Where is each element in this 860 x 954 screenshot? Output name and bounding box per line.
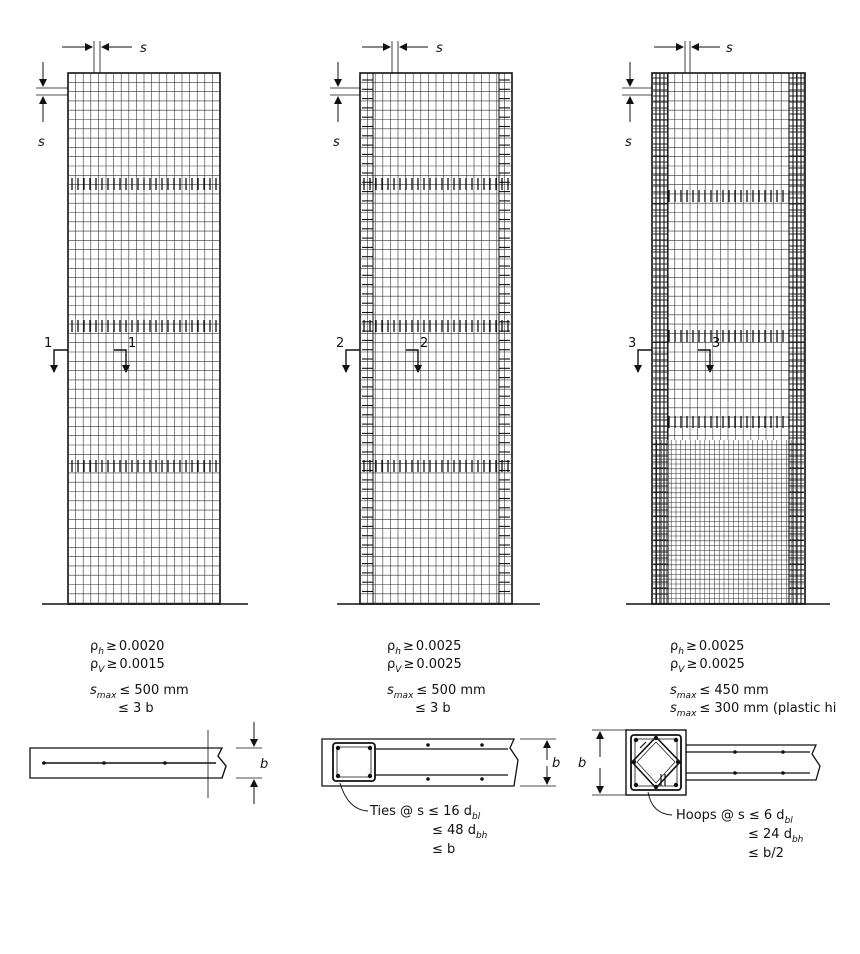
requirements-3 xyxy=(670,639,836,719)
tie-callout-line-1: Ties @ s ≤ 16 $d_{bl}$ xyxy=(370,804,481,822)
section-label-3-left: 3 xyxy=(628,336,637,351)
cross-section-1 xyxy=(30,722,268,804)
thickness-label-2: b xyxy=(552,756,561,771)
cross-section-3 xyxy=(578,730,820,861)
section-marker-3-left xyxy=(628,336,652,372)
spacing-label-3: s xyxy=(726,41,733,56)
spacing-label-1b: s xyxy=(38,135,45,150)
cross-section-2 xyxy=(322,739,560,857)
wall-elevation-1 xyxy=(42,73,248,604)
section-marker-1-right xyxy=(114,336,136,372)
hoop-callout-line-3: ≤ b/2 xyxy=(748,846,784,861)
tie-callout-leader xyxy=(340,783,368,811)
hoop-callout-line-1: Hoops @ s ≤ 6 $d_{bl}$ xyxy=(676,808,793,826)
rebar-grid-2 xyxy=(360,73,512,604)
requirements-1 xyxy=(90,639,189,716)
ratio-h-2: $\rho_h \ge 0.0025$ xyxy=(387,639,462,657)
rebar-grid-1 xyxy=(68,73,220,604)
smax-2-line-2: ≤ 3 b xyxy=(415,701,451,716)
spacing-label-3b: s xyxy=(625,135,632,150)
spacing-label-2: s xyxy=(436,41,443,56)
section-marker-2-left xyxy=(336,336,360,372)
section-label-1-right: 1 xyxy=(128,336,137,351)
thickness-label-3: b xyxy=(578,756,587,771)
section-label-2-right: 2 xyxy=(420,336,429,351)
wall-elevation-3 xyxy=(626,73,830,604)
section-label-2-left: 2 xyxy=(336,336,345,351)
lap-splices-3 xyxy=(669,190,789,428)
spacing-dim-horizontal-1 xyxy=(62,41,147,73)
tie-callout-line-3: ≤ b xyxy=(432,842,456,857)
smax-2-line-1: $s_{max} \le 500$ mm xyxy=(387,683,486,701)
thickness-label-1: b xyxy=(260,757,269,772)
spacing-dim-horizontal-3 xyxy=(654,41,733,73)
section-marker-1-left xyxy=(44,336,68,372)
smax-1-line-1: $s_{max} \le 500$ mm xyxy=(90,683,189,701)
spacing-dim-vertical-2 xyxy=(330,62,360,150)
ratio-v-2: $\rho_V \ge 0.0025$ xyxy=(387,657,462,675)
wall-elevation-2 xyxy=(337,73,540,604)
diamond-tie-3 xyxy=(632,737,680,788)
hoop-3 xyxy=(631,735,681,790)
hoop-callout-line-2: ≤ 24 $d_{bh}$ xyxy=(748,827,804,845)
section-label-3-right: 3 xyxy=(712,336,721,351)
section-marker-3-right xyxy=(698,336,720,372)
tie-callout-line-2: ≤ 48 $d_{bh}$ xyxy=(432,823,488,841)
spacing-label-2b: s xyxy=(333,135,340,150)
ratio-h-1: $\rho_h \ge 0.0020$ xyxy=(90,639,165,657)
ratio-h-3: $\rho_h \ge 0.0025$ xyxy=(670,639,745,657)
section-marker-2-right xyxy=(406,336,428,372)
ratio-v-3: $\rho_V \ge 0.0025$ xyxy=(670,657,745,675)
ratio-v-1: $\rho_V \ge 0.0015$ xyxy=(90,657,165,675)
spacing-dim-horizontal-2 xyxy=(362,41,443,73)
smax-1-line-2: ≤ 3 b xyxy=(118,701,154,716)
spacing-label-1: s xyxy=(140,41,147,56)
smax-3-line-2: $s_{max} \le 300$ mm (plastic hi xyxy=(670,701,837,719)
spacing-dim-vertical-3 xyxy=(622,62,652,150)
section-label-1-left: 1 xyxy=(44,336,53,351)
requirements-2 xyxy=(387,639,486,716)
spacing-dim-vertical-1 xyxy=(36,62,68,150)
smax-3-line-1: $s_{max} \le 450$ mm xyxy=(670,683,769,701)
